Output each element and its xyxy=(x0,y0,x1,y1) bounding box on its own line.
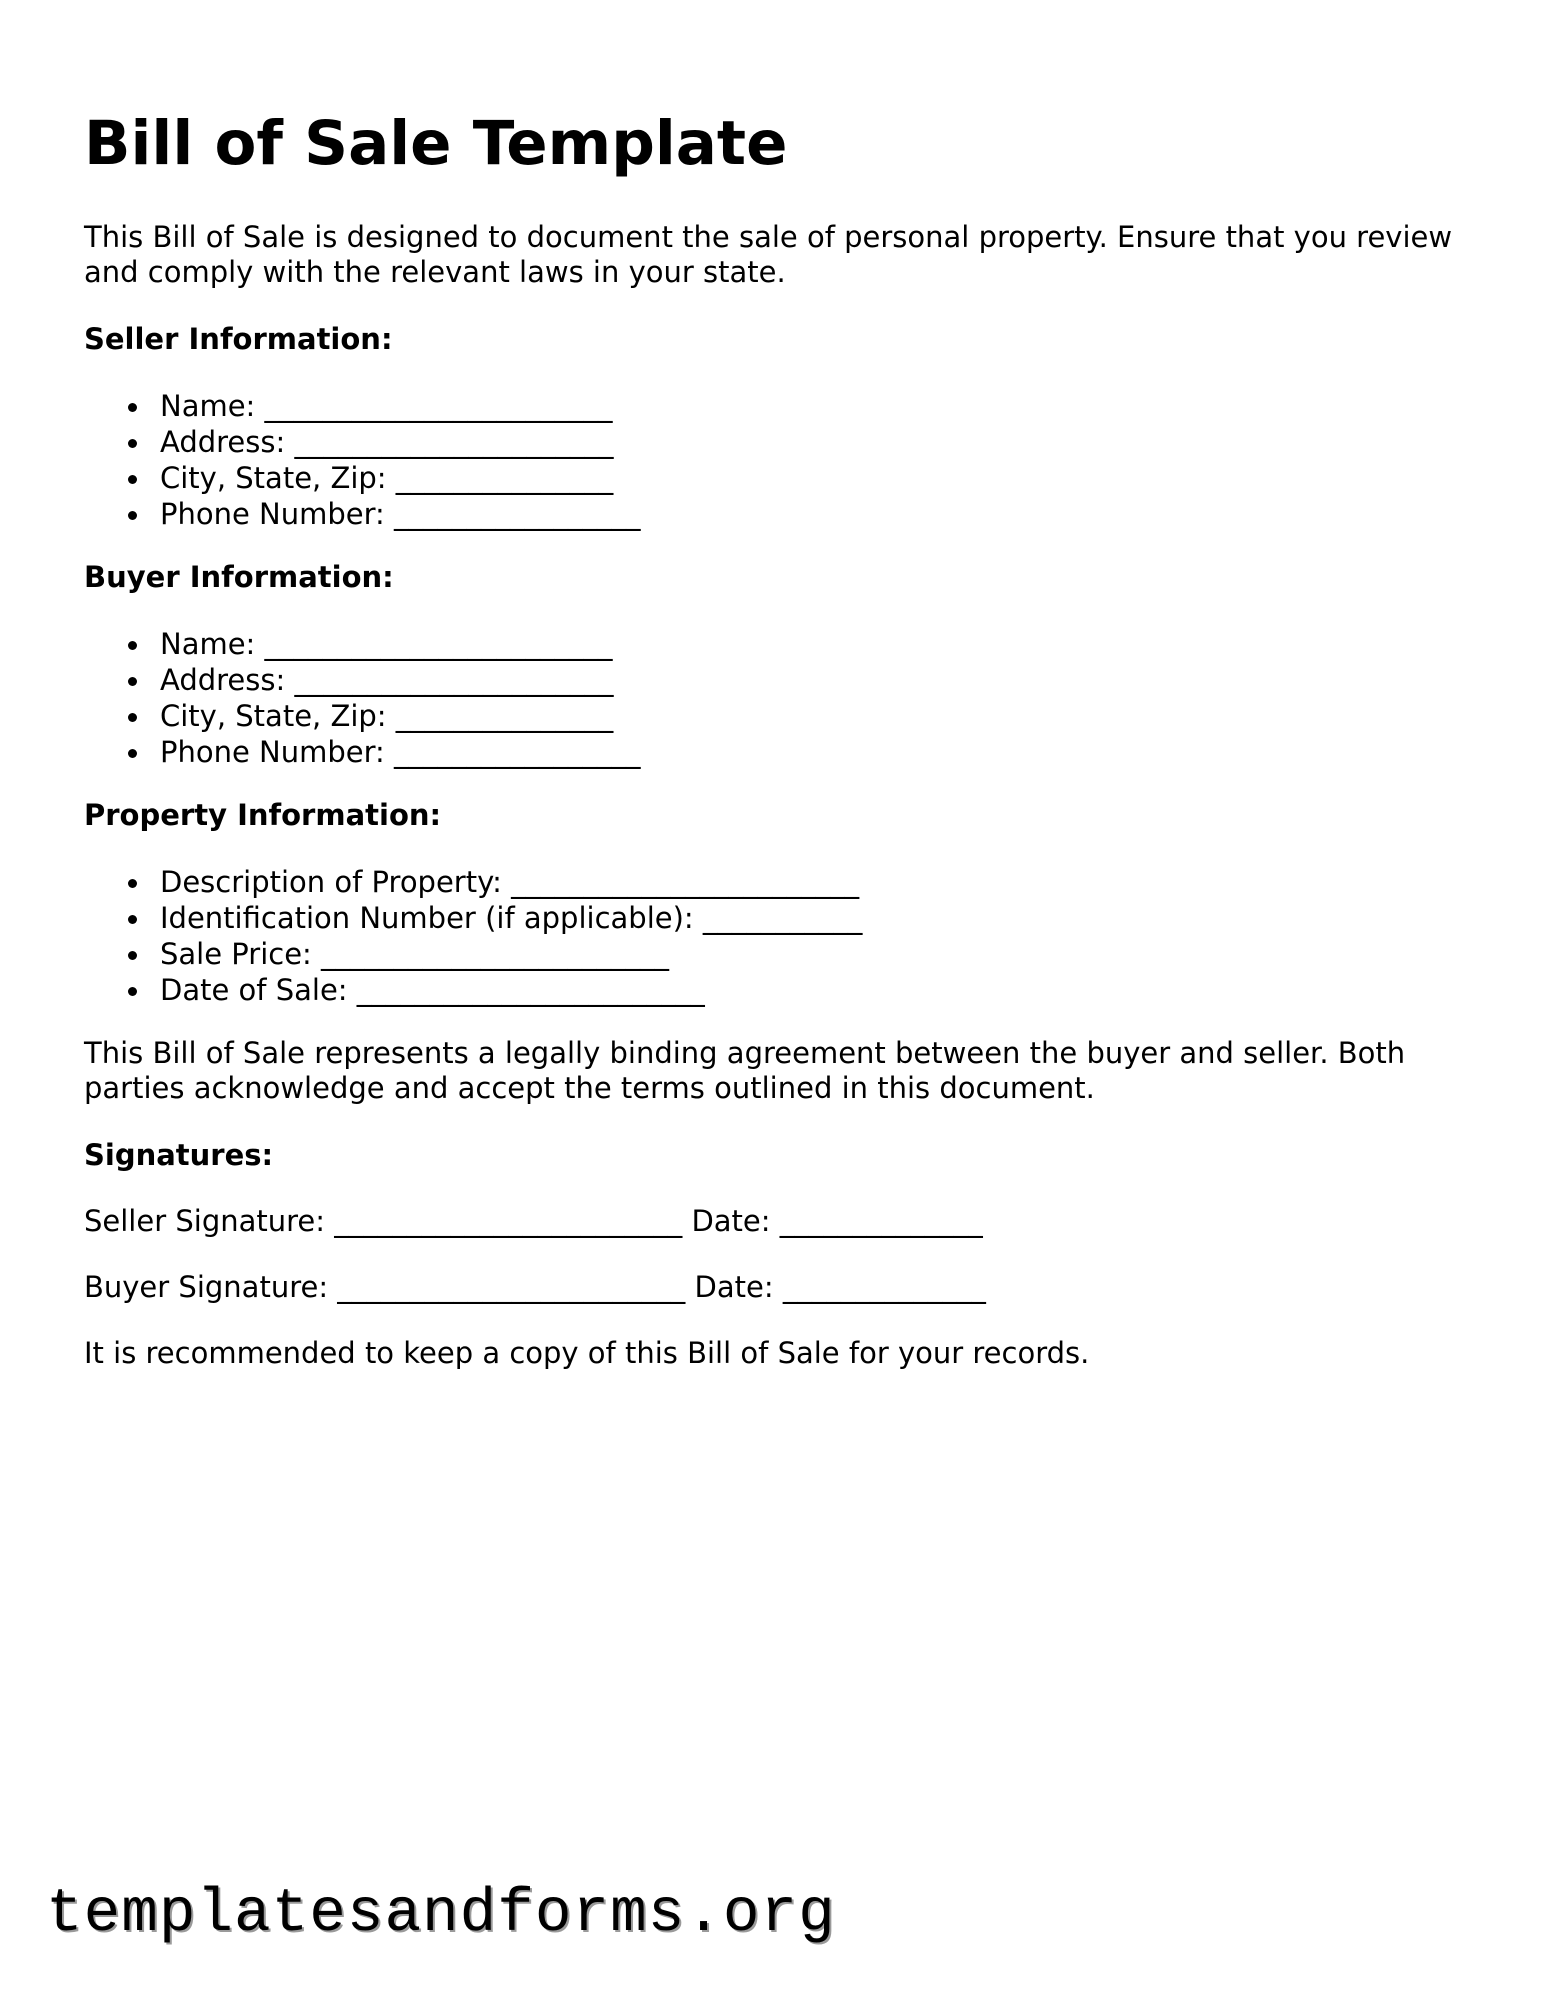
property-description-field: Description of Property: ________________________ xyxy=(84,864,862,900)
page-title: Bill of Sale Template xyxy=(84,108,788,179)
seller-field-list xyxy=(84,388,641,532)
buyer-field-list xyxy=(84,626,641,770)
buyer-name-field: Name: ________________________ xyxy=(84,626,641,662)
seller-address-field: Address: ______________________ xyxy=(84,424,641,460)
seller-city-state-zip-field: City, State, Zip: _______________ xyxy=(84,460,641,496)
seller-phone-field: Phone Number: _________________ xyxy=(84,496,641,532)
property-heading: Property Information: xyxy=(84,798,442,832)
buyer-phone-field: Phone Number: _________________ xyxy=(84,734,641,770)
buyer-address-field: Address: ______________________ xyxy=(84,662,641,698)
buyer-signature-line: Buyer Signature: ________________________ Date: ______________ xyxy=(84,1270,986,1304)
property-sale-price-field: Sale Price: ________________________ xyxy=(84,936,862,972)
property-date-of-sale-field: Date of Sale: ________________________ xyxy=(84,972,862,1008)
agreement-paragraph: This Bill of Sale represents a legally binding agreement between the buyer and seller. Both parties acknowledge and accept the terms outlined in this document. xyxy=(84,1036,1406,1105)
closing-note: It is recommended to keep a copy of this Bill of Sale for your records. xyxy=(84,1336,1090,1370)
property-identification-field: Identification Number (if applicable): ___________ xyxy=(84,900,862,936)
buyer-city-state-zip-field: City, State, Zip: _______________ xyxy=(84,698,641,734)
signatures-heading: Signatures: xyxy=(84,1138,274,1172)
seller-heading: Seller Information: xyxy=(84,322,393,356)
seller-signature-line: Seller Signature: ________________________ Date: ______________ xyxy=(84,1204,983,1238)
intro-paragraph: This Bill of Sale is designed to document the sale of personal property. Ensure that you review and comply with the relevant laws in your state. xyxy=(84,220,1453,289)
seller-name-field: Name: ________________________ xyxy=(84,388,641,424)
buyer-heading: Buyer Information: xyxy=(84,560,394,594)
site-watermark: templatesandforms.org xyxy=(46,1880,836,1949)
property-field-list xyxy=(84,864,862,1008)
